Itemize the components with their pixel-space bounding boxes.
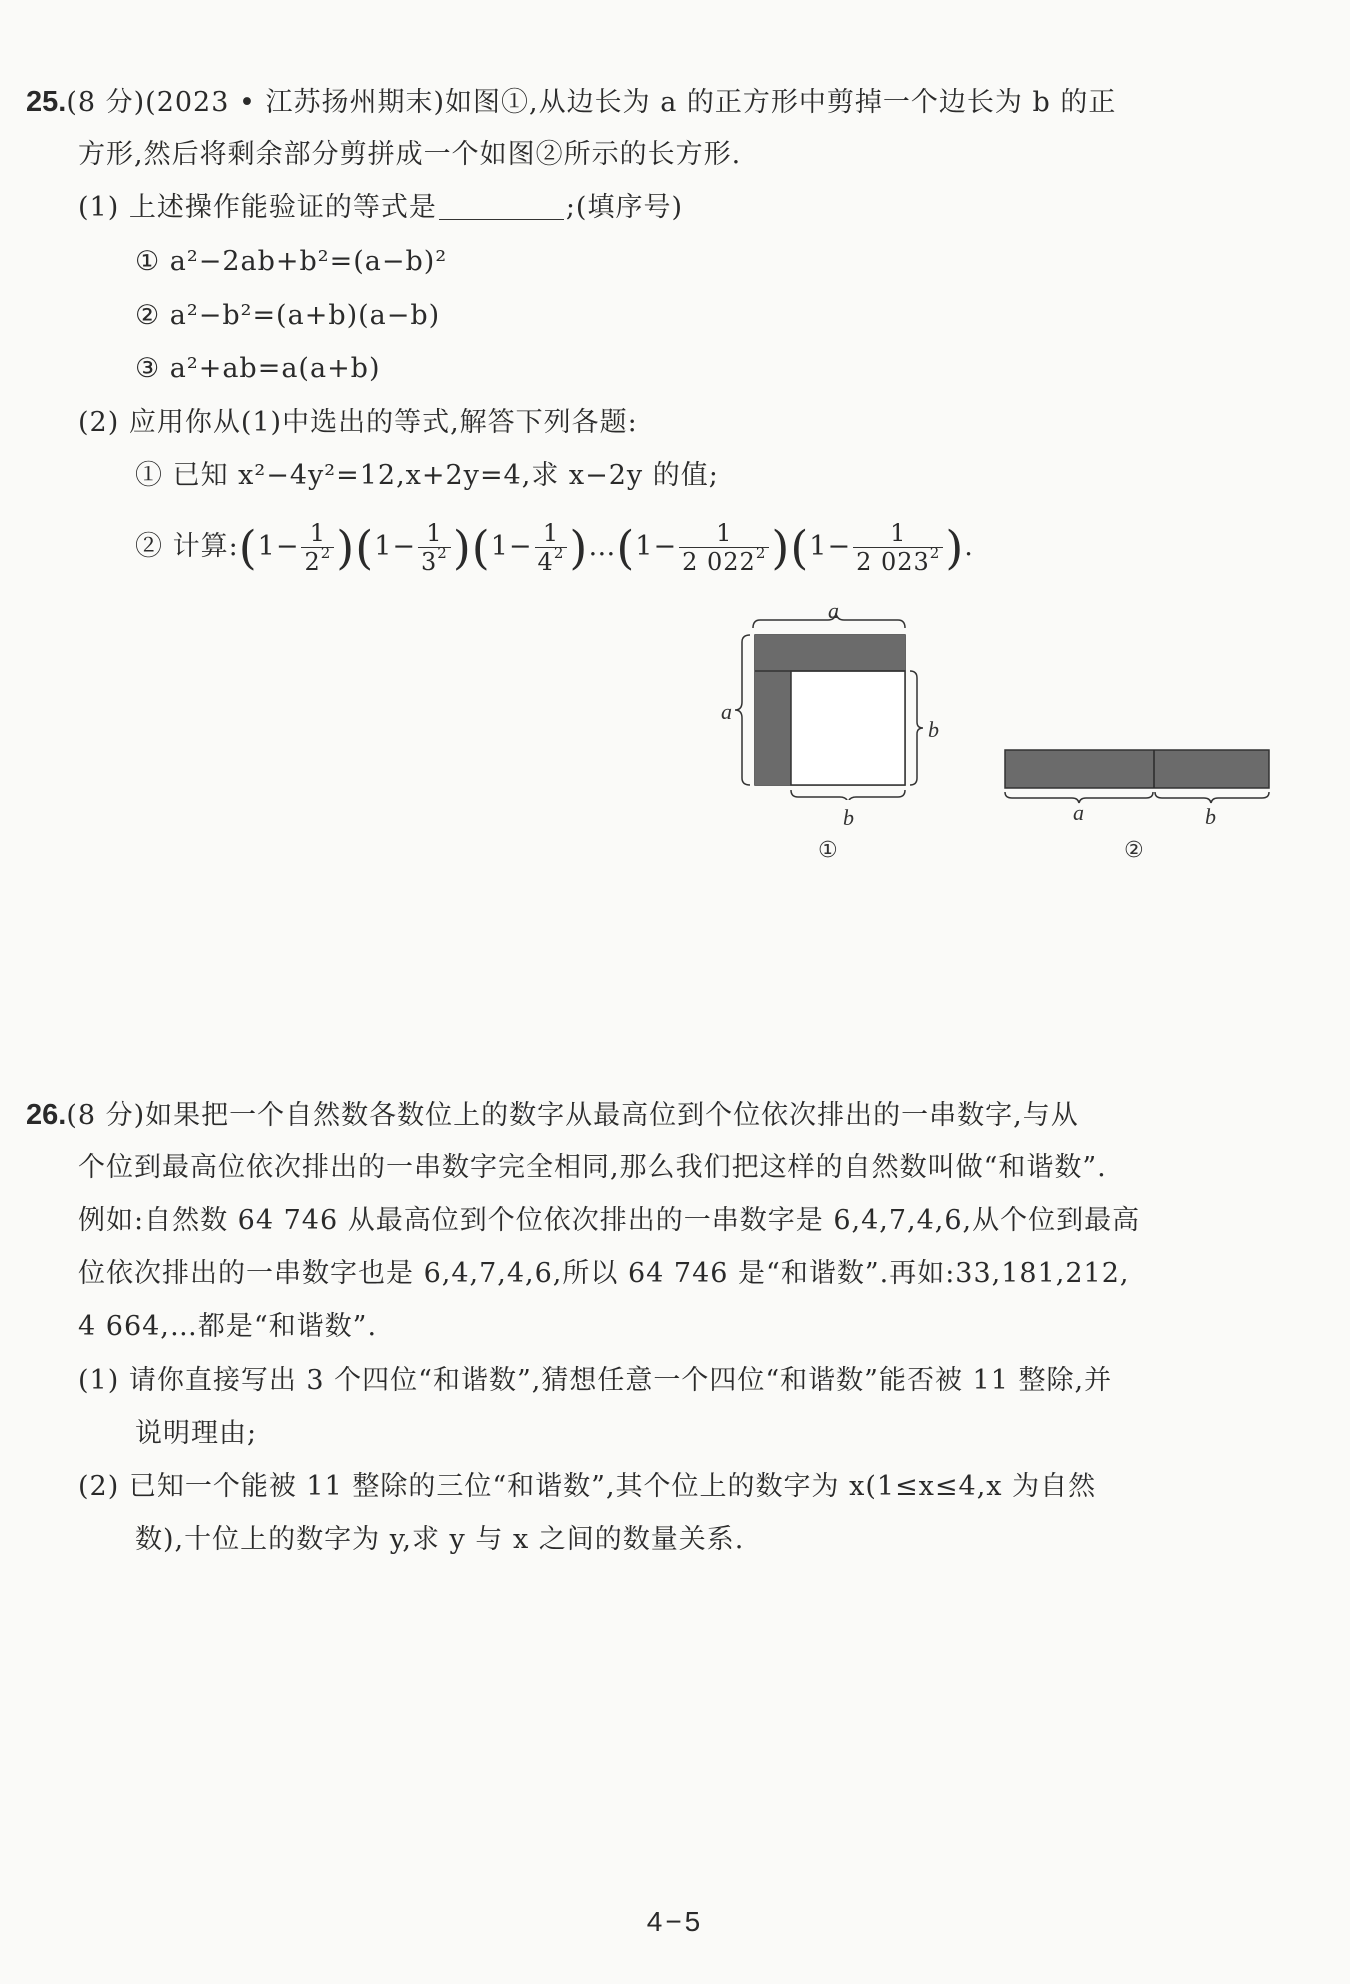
- q26-part1-line2: 说明理由;: [135, 1418, 258, 1449]
- q25-intro-text: (8 分)(2023 • 江苏扬州期末)如图①,从边长为 a 的正方形中剪掉一个边长为 b 的正: [66, 87, 1117, 118]
- fig2-left-label: a: [1073, 800, 1084, 825]
- fraction: $\frac{1}{4^2}$: [535, 519, 568, 576]
- q26-line5: 4 664,…都是“和谐数”.: [78, 1311, 378, 1342]
- q25-sub2-label: ② 计算:: [135, 531, 239, 562]
- q26-line1-text: (8 分)如果把一个自然数各数位上的数字从最高位到个位依次排出的一串数字,与从: [66, 1100, 1079, 1131]
- fraction: $\frac{1}{2^2}$: [301, 519, 334, 576]
- q25-part2: (2) 应用你从(1)中选出的等式,解答下列各题:: [78, 407, 638, 438]
- fig2-caption: ②: [1124, 838, 1144, 863]
- page-number: 4−5: [646, 1906, 704, 1937]
- q26-part1-line1: (1) 请你直接写出 3 个四位“和谐数”,猜想任意一个四位“和谐数”能否被 11 整除,并: [78, 1365, 1113, 1396]
- figure-2-rectangle-diagram: [1000, 745, 1275, 805]
- fig1-bottom-label: b: [843, 805, 854, 830]
- shaded-strip-top: [755, 635, 905, 671]
- answer-blank[interactable]: [439, 189, 564, 220]
- q25-part1-suffix: ;(填序号): [565, 192, 683, 223]
- q26-line1: [26, 1095, 1079, 1136]
- q25-option1: ① a²−2ab+b²=(a−b)²: [135, 246, 448, 277]
- fraction: $\frac{1}{2 022^2}$: [679, 519, 769, 576]
- q25-part1: [78, 188, 683, 228]
- figure-1-square-diagram: [720, 600, 940, 800]
- q25-sub1: ① 已知 x²−4y²=12,x+2y=4,求 x−2y 的值;: [135, 460, 719, 491]
- fig1-left-label: a: [721, 699, 732, 724]
- q25-part1-prefix: (1) 上述操作能验证的等式是: [78, 192, 437, 223]
- q26-number: 26.: [26, 1099, 67, 1131]
- fraction: $\frac{1}{3^2}$: [418, 519, 451, 576]
- q26-line2: 个位到最高位依次排出的一串数字完全相同,那么我们把这样的自然数叫做“和谐数”.: [78, 1152, 1107, 1183]
- q25-option3: ③ a²+ab=a(a+b): [135, 353, 381, 384]
- fraction: $\frac{1}{2 023^2}$: [853, 519, 943, 576]
- q25-option2: ② a²−b²=(a+b)(a−b): [135, 300, 441, 331]
- shaded-strip-left: [755, 671, 791, 785]
- fig1-right-label: b: [928, 717, 939, 742]
- q26-part2-line1: (2) 已知一个能被 11 整除的三位“和谐数”,其个位上的数字为 x(1≤x≤4,x 为自然: [78, 1471, 1097, 1502]
- q25-intro-line2: 方形,然后将剩余部分剪拼成一个如图②所示的长方形.: [78, 139, 742, 170]
- q25-intro-line1: [26, 82, 1116, 123]
- fig2-right-label: b: [1205, 804, 1216, 829]
- q26-line4: 位依次排出的一串数字也是 6,4,7,4,6,所以 64 746 是“和谐数”.再如:33,181,212,: [78, 1258, 1130, 1289]
- fig1-top-label: a: [828, 598, 839, 623]
- q26-part2-line2: 数),十位上的数字为 y,求 y 与 x 之间的数量关系.: [135, 1524, 745, 1555]
- q25-number: 25.: [26, 86, 67, 118]
- fig1-caption: ①: [818, 838, 838, 863]
- q26-line3: 例如:自然数 64 746 从最高位到个位依次排出的一串数字是 6,4,7,4,6,从个位到最高: [78, 1205, 1141, 1236]
- q25-sub2: ② 计算:(1− $\frac{1}{2^2}$ )(1− $\frac{1}{3^2}$ )(1− $\frac{1}{4^2}$ )…(1− $\frac{1}{2 022^2}$ )(1− $\frac{1}{2 023^2}$ ).: [135, 519, 974, 576]
